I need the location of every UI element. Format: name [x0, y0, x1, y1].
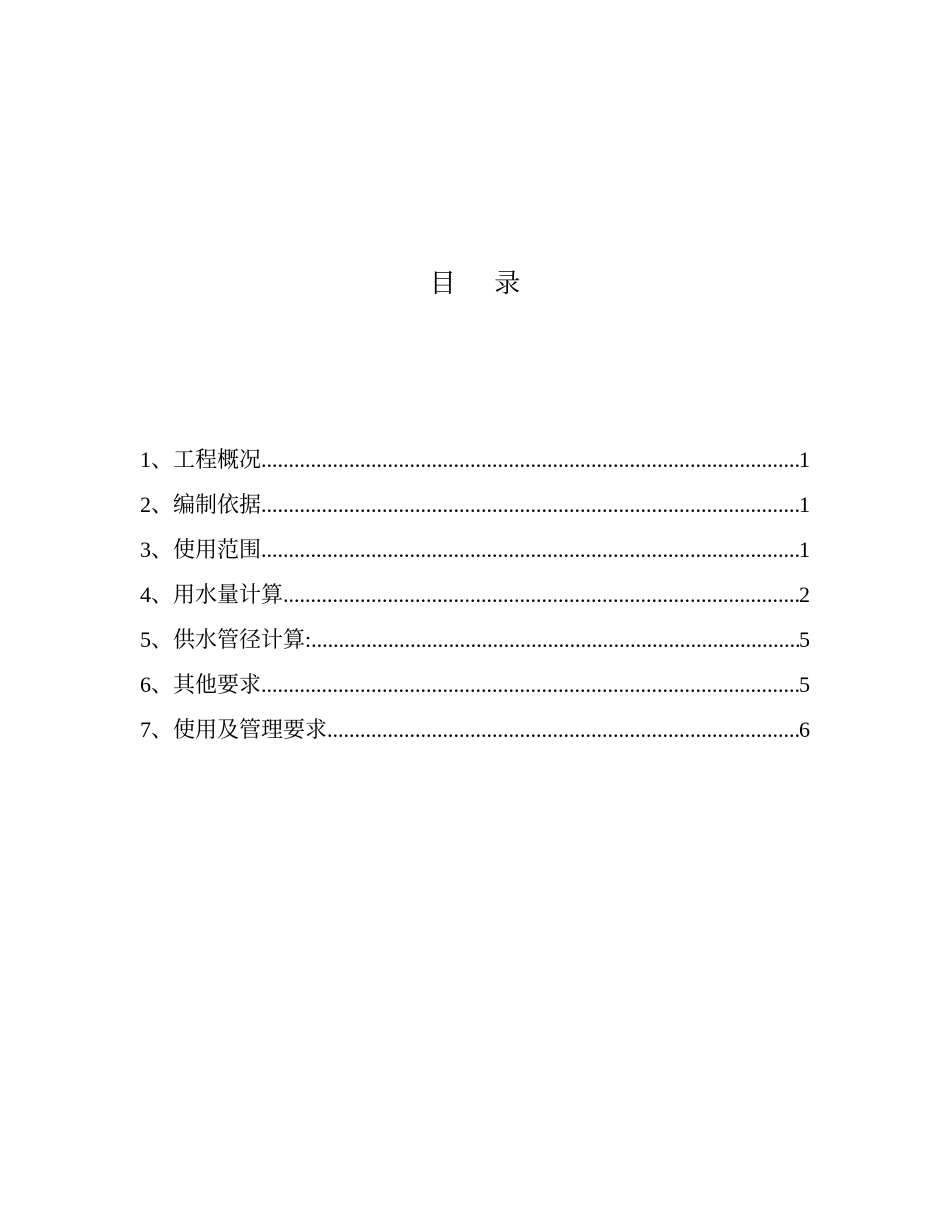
toc-leader-dots — [327, 710, 799, 750]
toc-title: 目 录 — [429, 269, 537, 298]
toc-entry-page: 6 — [799, 717, 810, 742]
toc-leader-dots — [261, 440, 799, 480]
toc-entry-label: 7、使用及管理要求 — [140, 717, 328, 742]
toc-entry-label: 4、用水量计算 — [140, 582, 284, 607]
toc-entry-label: 2、编制依据 — [140, 492, 262, 517]
toc-entry[interactable] — [140, 530, 810, 575]
toc-entry[interactable] — [140, 620, 810, 665]
toc-entry-label: 3、使用范围 — [140, 537, 262, 562]
toc-entry-label: 6、其他要求 — [140, 672, 262, 697]
toc-entry-page: 1 — [799, 537, 810, 562]
table-of-contents — [140, 440, 810, 755]
toc-entry-label: 5、供水管径计算: — [140, 627, 312, 652]
toc-entry-label: 1、工程概况 — [140, 447, 262, 472]
toc-entry-page: 2 — [799, 582, 810, 607]
toc-entry-page: 1 — [799, 492, 810, 517]
toc-entry[interactable] — [140, 440, 810, 485]
toc-entry[interactable] — [140, 485, 810, 530]
toc-leader-dots — [283, 575, 799, 615]
toc-leader-dots — [261, 530, 799, 570]
toc-entry-page: 1 — [799, 447, 810, 472]
toc-leader-dots — [261, 485, 799, 525]
toc-entry-page: 5 — [799, 672, 810, 697]
toc-entry[interactable] — [140, 575, 810, 620]
toc-leader-dots — [311, 620, 799, 660]
toc-entry[interactable] — [140, 665, 810, 710]
toc-entry[interactable] — [140, 710, 810, 755]
toc-leader-dots — [261, 665, 799, 705]
toc-entry-page: 5 — [799, 627, 810, 652]
